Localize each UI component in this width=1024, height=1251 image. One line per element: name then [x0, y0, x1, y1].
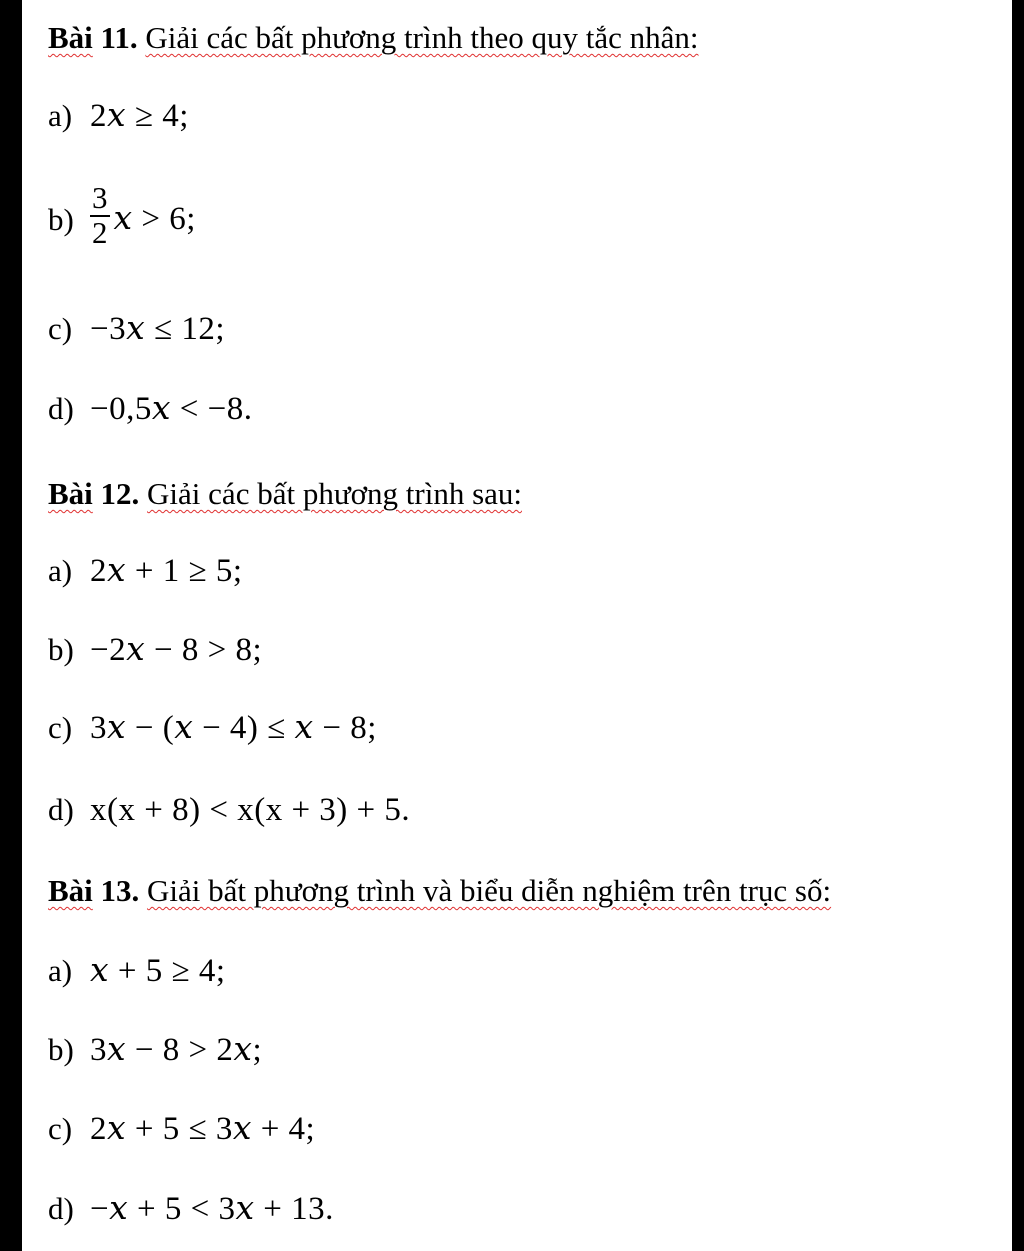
- exercise-13-item-c: [48, 1113, 315, 1146]
- fraction: [90, 182, 110, 249]
- exercise-12-item-a: [48, 555, 243, 588]
- exercise-13-heading: [48, 875, 831, 906]
- item-expression: 3𝑥 − (𝑥 − 4) ≤ 𝑥 − 8;: [90, 710, 377, 746]
- exercise-13-item-b: [48, 1034, 262, 1067]
- fraction-denominator: 2: [92, 214, 108, 250]
- exercise-11-item-b: [48, 180, 196, 253]
- item-expression: 2𝑥 ≥ 4;: [90, 98, 189, 134]
- item-expression: 𝑥 > 6;: [113, 201, 196, 238]
- item-label: b): [48, 202, 74, 238]
- exercise-word: Bài: [48, 20, 93, 55]
- exercise-12-heading: [48, 478, 522, 509]
- item-label: c): [48, 710, 73, 745]
- item-expression: −0,5𝑥 < −8.: [90, 391, 253, 427]
- document-page: [22, 0, 1012, 1251]
- exercise-12-item-b: [48, 634, 262, 667]
- item-expression: 2𝑥 + 5 ≤ 3𝑥 + 4;: [90, 1111, 316, 1147]
- item-label: a): [48, 953, 73, 988]
- exercise-13-item-d: [48, 1193, 334, 1226]
- item-label: a): [48, 98, 73, 133]
- exercise-12-item-d: [48, 794, 410, 827]
- exercise-number: 11.: [100, 20, 138, 55]
- exercise-title: Giải các bất phương trình theo quy tắc nhân:: [145, 20, 699, 55]
- exercise-title: Giải các bất phương trình sau:: [147, 476, 522, 511]
- item-expression: −𝑥 + 5 < 3𝑥 + 13.: [90, 1191, 334, 1227]
- item-expression: x(x + 8) < x(x + 3) + 5.: [90, 792, 411, 828]
- fraction-numerator: 3: [92, 180, 108, 215]
- item-label: d): [48, 792, 74, 827]
- exercise-word: Bài: [48, 873, 93, 908]
- item-label: b): [48, 632, 74, 667]
- item-label: c): [48, 311, 73, 346]
- item-expression: 3𝑥 − 8 > 2𝑥;: [90, 1032, 263, 1068]
- exercise-13-item-a: [48, 955, 226, 988]
- item-label: c): [48, 1111, 73, 1146]
- exercise-title: Giải bất phương trình và biểu diễn nghiệm trên trục số:: [147, 873, 832, 908]
- item-expression: 2𝑥 + 1 ≥ 5;: [90, 553, 243, 589]
- exercise-word: Bài: [48, 476, 93, 511]
- item-label: a): [48, 553, 73, 588]
- item-label: b): [48, 1032, 74, 1067]
- exercise-11-item-a: [48, 100, 189, 133]
- exercise-12-item-c: [48, 712, 377, 745]
- item-expression: −2𝑥 − 8 > 8;: [90, 632, 263, 668]
- exercise-11-item-c: [48, 313, 225, 346]
- item-label: d): [48, 391, 74, 426]
- item-label: d): [48, 1191, 74, 1226]
- exercise-number: 13.: [100, 873, 140, 908]
- exercise-11-heading: [48, 22, 699, 53]
- item-expression: −3𝑥 ≤ 12;: [90, 311, 226, 347]
- item-expression: 𝑥 + 5 ≥ 4;: [90, 953, 226, 989]
- exercise-number: 12.: [100, 476, 140, 511]
- exercise-11-item-d: [48, 393, 252, 426]
